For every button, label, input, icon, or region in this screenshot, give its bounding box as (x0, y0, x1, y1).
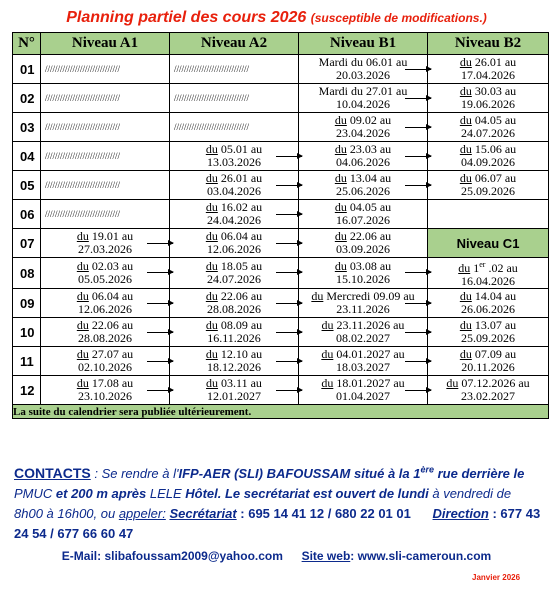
session-end: 03.04.2026 (207, 184, 261, 198)
a1-session-cell: du 06.04 au 12.06.2026 (41, 289, 170, 318)
row-number: 09 (13, 289, 41, 318)
session-start: 27.07 au (88, 347, 134, 361)
unavailable-cell: ////////////////////////////// (41, 113, 170, 142)
b2-session-cell: du 13.07 au 25.09.2026 (428, 318, 549, 347)
session-start: 18.01.2027 au (333, 376, 405, 390)
arrow-right-icon (405, 361, 431, 362)
session-start: 03.11 au (218, 376, 262, 390)
email-text[interactable]: E-Mail: slibafoussam2009@yahoo.com (61, 549, 283, 563)
title-main: Planning partiel des cours 2026 (66, 9, 307, 26)
arrow-right-icon (276, 156, 302, 157)
session-start: 13.07 au (471, 318, 517, 332)
b1-session-cell: du 22.06 au 03.09.2026 (299, 229, 428, 258)
arrow-right-icon (405, 272, 431, 273)
session-end: 02.10.2026 (78, 360, 132, 374)
arrow-right-icon (276, 332, 302, 333)
arrow-right-icon (405, 332, 431, 333)
session-start: 05.01 au (217, 142, 263, 156)
session-end: 19.06.2026 (461, 97, 515, 111)
session-end: 12.06.2026 (78, 302, 132, 316)
session-start: 03.08 au (346, 259, 392, 273)
arrow-right-icon (405, 303, 431, 304)
arrow-right-icon (405, 390, 431, 391)
unavailable-cell: ////////////////////////////// (170, 55, 299, 84)
session-start: 22.06 au (346, 229, 392, 243)
arrow-right-icon (405, 127, 431, 128)
b1-session-cell: du 23.03 au 04.06.2026 (299, 142, 428, 171)
a2-session-cell: du 08.09 au 16.11.2026 (170, 318, 299, 347)
b2-session-cell: du 26.01 au 17.04.2026 (428, 55, 549, 84)
session-end: 12.01.2027 (207, 389, 261, 403)
session-end: 16.07.2026 (336, 213, 390, 227)
direction-phones: : 677 43 24 54 / 677 66 60 47 (14, 506, 541, 541)
table-row (13, 376, 549, 405)
arrow-right-icon (276, 390, 302, 391)
header-a2: Niveau A2 (170, 33, 299, 55)
session-start: 26.01 au (217, 171, 263, 185)
arrow-right-icon (276, 361, 302, 362)
b2-session-cell: du 1er .02 au 16.04.2026 (428, 258, 549, 289)
session-end: 15.10.2026 (336, 272, 390, 286)
session-end: 25.06.2026 (336, 184, 390, 198)
row-number: 11 (13, 347, 41, 376)
secretariat-phones: : 695 14 41 12 / 680 22 01 01 (236, 506, 411, 521)
session-start: 26.01 au (471, 55, 517, 69)
b1-session-cell: du 13.04 au 25.06.2026 (299, 171, 428, 200)
unavailable-cell: ////////////////////////////// (41, 84, 170, 113)
b2-session-cell: du 04.05 au 24.07.2026 (428, 113, 549, 142)
a2-session-cell: du 06.04 au 12.06.2026 (170, 229, 299, 258)
session-start: 14.04 au (471, 289, 517, 303)
a1-session-cell: du 02.03 au 05.05.2026 (41, 258, 170, 289)
unavailable-cell: ////////////////////////////// (41, 171, 170, 200)
a2-session-cell: du 12.10 au 18.12.2026 (170, 347, 299, 376)
session-end: 03.09.2026 (336, 242, 390, 256)
unavailable-cell: ////////////////////////////// (170, 113, 299, 142)
unavailable-cell: ////////////////////////////// (170, 84, 299, 113)
session-end: 24.04.2026 (207, 213, 261, 227)
session-end: 20.11.2026 (461, 360, 515, 374)
session-end: 25.09.2026 (461, 331, 515, 345)
session-end: 18.12.2026 (207, 360, 261, 374)
session-start: 23.11.2026 au (333, 318, 405, 332)
session-end: 13.03.2026 (207, 155, 261, 169)
session-end: 05.05.2026 (78, 272, 132, 286)
arrow-right-icon (147, 303, 173, 304)
session-end: 23.10.2026 (78, 389, 132, 403)
publication-date: Janvier 2026 (472, 573, 521, 582)
b1-session-cell: du 23.11.2026 au 08.02.2027 (299, 318, 428, 347)
contacts-block: CONTACTS : Se rendre à l'IFP-AER (SLI) BAFOUSSAM situé à la 1ère rue derrière le PMUC et 200 m après LELE Hôtel. Le secrétariat est ouvert de lundi à vendredi de 8h00 à 16h00, ou appeler: Secrétariat : 695 14 41 12 / 680 22 01 01 Direction : 677 43 24 54 / 677 66 60 47 (14, 464, 541, 541)
contacts-label: CONTACTS (14, 465, 91, 481)
table-row (13, 289, 549, 318)
arrow-right-icon (405, 69, 431, 70)
b1-session-cell: du 04.05 au 16.07.2026 (299, 200, 428, 229)
arrow-right-icon (405, 156, 431, 157)
table-row (13, 229, 549, 258)
session-start: 04.05 au (471, 113, 517, 127)
arrow-right-icon (147, 332, 173, 333)
schedule-table (12, 32, 549, 419)
session-start: 07.09 au (471, 347, 517, 361)
row-number: 01 (13, 55, 41, 84)
session-start: 22.06 au (217, 289, 263, 303)
session-start: 06.04 au (88, 289, 134, 303)
arrow-right-icon (276, 214, 302, 215)
b1-session-cell: du 09.02 au 23.04.2026 (299, 113, 428, 142)
session-start: Mardi du 06.01 au (318, 55, 408, 69)
niveau-c1-label: Niveau C1 (428, 229, 549, 258)
table-row (13, 258, 549, 289)
session-end: 16.04.2026 (461, 274, 515, 288)
table-row (13, 113, 549, 142)
planning-title (0, 9, 553, 27)
b1-session-cell: du 04.01.2027 au 18.03.2027 (299, 347, 428, 376)
row-number: 06 (13, 200, 41, 229)
row-number: 04 (13, 142, 41, 171)
session-start: 04.01.2027 au (333, 347, 405, 361)
session-start: 02.03 au (88, 259, 134, 273)
a1-session-cell: du 17.08 au 23.10.2026 (41, 376, 170, 405)
footer-row (13, 405, 549, 419)
session-end: 23.11.2026 (336, 302, 390, 316)
arrow-right-icon (147, 390, 173, 391)
session-end: 20.03.2026 (336, 68, 390, 82)
b1-session-cell: du Mercredi 09.09 au 23.11.2026 (299, 289, 428, 318)
row-number: 10 (13, 318, 41, 347)
b2-session-cell: du 30.03 au 19.06.2026 (428, 84, 549, 113)
session-start: 08.09 au (217, 318, 263, 332)
session-end: 26.06.2026 (461, 302, 515, 316)
b2-session-cell: du 07.12.2026 au 23.02.2027 (428, 376, 549, 405)
session-start: 06.04 au (217, 229, 263, 243)
arrow-right-icon (405, 185, 431, 186)
session-end: 23.02.2027 (461, 389, 515, 403)
session-end: 24.07.2026 (461, 126, 515, 140)
table-row (13, 171, 549, 200)
site-web-label: Site web (301, 549, 351, 563)
row-number: 02 (13, 84, 41, 113)
arrow-right-icon (276, 272, 302, 273)
header-a1: Niveau A1 (41, 33, 170, 55)
row-number: 07 (13, 229, 41, 258)
arrow-right-icon (276, 243, 302, 244)
session-start: 19.01 au (88, 229, 134, 243)
a2-session-cell: du 22.06 au 28.08.2026 (170, 289, 299, 318)
a2-session-cell: du 26.01 au 03.04.2026 (170, 171, 299, 200)
session-end: 18.03.2027 (336, 360, 390, 374)
footer-note: La suite du calendrier sera publiée ultérieurement. (13, 405, 549, 419)
session-start: 30.03 au (471, 84, 517, 98)
row-number: 12 (13, 376, 41, 405)
table-row (13, 55, 549, 84)
b1-session-cell: du 03.08 au 15.10.2026 (299, 258, 428, 289)
table-row (13, 142, 549, 171)
session-start: 23.03 au (346, 142, 392, 156)
header-number: N° (13, 33, 41, 55)
session-start: 16.02 au (217, 200, 263, 214)
b2-session-cell (428, 200, 549, 229)
b1-session-cell: du 18.01.2027 au 01.04.2027 (299, 376, 428, 405)
arrow-right-icon (147, 361, 173, 362)
b2-session-cell: du 06.07 au 25.09.2026 (428, 171, 549, 200)
session-end: 28.08.2026 (207, 302, 261, 316)
arrow-right-icon (276, 303, 302, 304)
arrow-right-icon (405, 98, 431, 99)
session-end: 08.02.2027 (336, 331, 390, 345)
a1-session-cell: du 19.01 au 27.03.2026 (41, 229, 170, 258)
unavailable-cell: ////////////////////////////// (41, 200, 170, 229)
session-end: 17.04.2026 (461, 68, 515, 82)
a1-session-cell: du 27.07 au 02.10.2026 (41, 347, 170, 376)
arrow-right-icon (276, 185, 302, 186)
a1-session-cell: du 22.06 au 28.08.2026 (41, 318, 170, 347)
row-number: 05 (13, 171, 41, 200)
session-start: Mardi du 27.01 au (318, 84, 408, 98)
session-start: .02 au (485, 261, 518, 275)
session-start: 17.08 au (88, 376, 134, 390)
a2-session-cell: du 05.01 au 13.03.2026 (170, 142, 299, 171)
session-end: 04.06.2026 (336, 155, 390, 169)
session-start: 04.05 au (346, 200, 392, 214)
session-end: 04.09.2026 (461, 155, 515, 169)
secretariat-label: Secrétariat (169, 506, 237, 521)
session-end: 01.04.2027 (336, 389, 390, 403)
direction-label: Direction (432, 506, 489, 521)
header-b2: Niveau B2 (428, 33, 549, 55)
table-row (13, 84, 549, 113)
table-row (13, 318, 549, 347)
header-b1: Niveau B1 (299, 33, 428, 55)
session-start: 22.06 au (88, 318, 134, 332)
arrow-right-icon (147, 243, 173, 244)
a2-session-cell: du 03.11 au 12.01.2027 (170, 376, 299, 405)
session-end: 25.09.2026 (461, 184, 515, 198)
session-start: Mercredi 09.09 au (323, 289, 415, 303)
row-number: 03 (13, 113, 41, 142)
session-start: 09.02 au (346, 113, 392, 127)
session-end: 24.07.2026 (207, 272, 261, 286)
table-row (13, 200, 549, 229)
arrow-right-icon (147, 272, 173, 273)
session-start: 15.06 au (471, 142, 517, 156)
session-start: 18.05 au (217, 259, 263, 273)
row-number: 08 (13, 258, 41, 289)
session-end: 28.08.2026 (78, 331, 132, 345)
a2-session-cell: du 18.05 au 24.07.2026 (170, 258, 299, 289)
session-start: 13.04 au (346, 171, 392, 185)
session-end: 16.11.2026 (207, 331, 261, 345)
email-website-line (0, 549, 553, 563)
table-row (13, 347, 549, 376)
session-end: 12.06.2026 (207, 242, 261, 256)
session-end: 27.03.2026 (78, 242, 132, 256)
a2-session-cell: du 16.02 au 24.04.2026 (170, 200, 299, 229)
table-header-row (13, 33, 549, 55)
title-subtitle: (susceptible de modifications.) (310, 11, 487, 25)
b2-session-cell: du 15.06 au 04.09.2026 (428, 142, 549, 171)
session-start: 12.10 au (217, 347, 263, 361)
unavailable-cell: ////////////////////////////// (41, 55, 170, 84)
b2-session-cell: du 14.04 au 26.06.2026 (428, 289, 549, 318)
session-end: 10.04.2026 (336, 97, 390, 111)
session-end: 23.04.2026 (336, 126, 390, 140)
site-web-link[interactable]: : www.sli-cameroun.com (350, 549, 492, 563)
session-start: 07.12.2026 au (458, 376, 530, 390)
unavailable-cell: ////////////////////////////// (41, 142, 170, 171)
b2-session-cell: du 07.09 au 20.11.2026 (428, 347, 549, 376)
session-start: 06.07 au (471, 171, 517, 185)
